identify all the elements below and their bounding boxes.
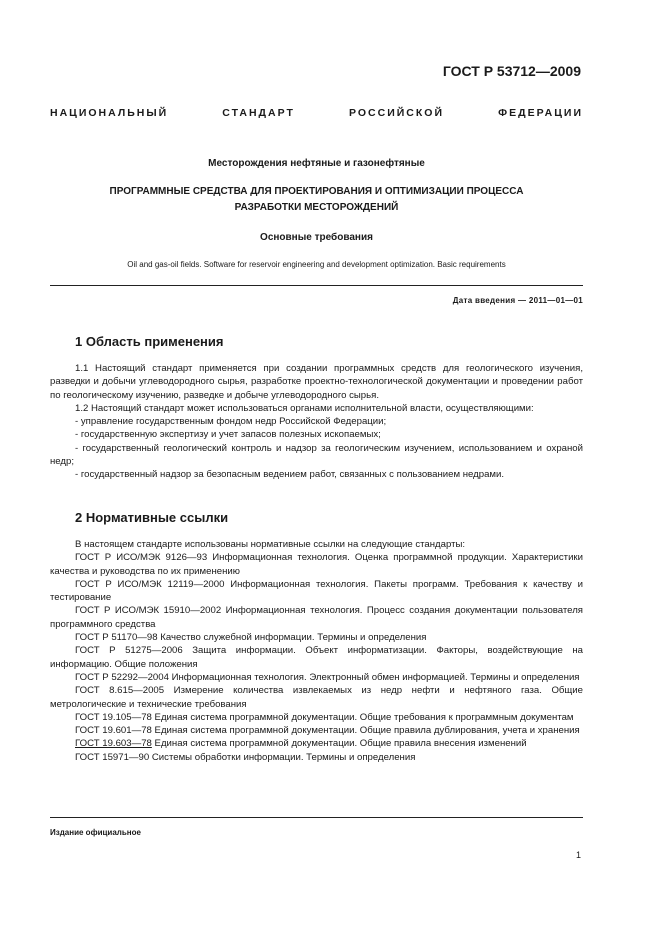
- reference-text: Единая система программной документации. Общие правила дублирования, учета и хранения: [151, 725, 580, 737]
- reference-text: Единая система программной документации. Общие правила внесения изменений: [151, 738, 527, 750]
- paragraph: 1.2 Настоящий стандарт может использоваться органами исполнительной власти, осуществляющими:: [75, 402, 534, 414]
- section-1-heading: 1 Область применения: [75, 334, 224, 349]
- document-title-line: РАЗРАБОТКИ МЕСТОРОЖДЕНИЙ: [234, 202, 399, 213]
- field-title: Месторождения нефтяные и газонефтяные: [208, 158, 425, 169]
- reference-code: ГОСТ 19.603—78: [75, 738, 152, 750]
- paragraph: В настоящем стандарте использованы нормативные ссылки на следующие стандарты:: [75, 539, 466, 550]
- section-1-body: [50, 362, 583, 482]
- reference-item: [50, 631, 583, 644]
- document-title-line: ПРОГРАММНЫЕ СРЕДСТВА ДЛЯ ПРОЕКТИРОВАНИЯ И ОПТИМИЗАЦИИ ПРОЦЕССА: [109, 186, 524, 197]
- reference-item: [50, 671, 583, 684]
- reference-text: Информационная технология. Пакеты программ. Требования к качеству и тестирование: [50, 578, 583, 604]
- reference-text: Измерение количества извлекаемых из недр нефти и нефтяного газа. Общие метрологические и технические требования: [50, 685, 583, 710]
- divider-line: [50, 817, 583, 818]
- section-2-heading: 2 Нормативные ссылки: [75, 510, 229, 525]
- reference-item: [50, 684, 583, 711]
- reference-text: Единая система программной документации. Общие требования к программным документам: [151, 711, 574, 723]
- requirements-subtitle: Основные требования: [260, 232, 373, 243]
- official-edition-label: Издание официальное: [50, 828, 141, 837]
- reference-code: ГОСТ Р ИСО/МЭК 15910—2002: [75, 605, 222, 617]
- reference-text: Защита информации. Объект информатизации. Факторы, воздействующие на информацию. Общие положения: [50, 645, 583, 670]
- reference-code: ГОСТ Р 51275—2006: [75, 645, 183, 657]
- reference-code: ГОСТ 15971—90: [75, 751, 150, 763]
- national-standard-heading: НАЦИОНАЛЬНЫЙ СТАНДАРТ РОССИЙСКОЙ ФЕДЕРАЦИИ: [50, 107, 583, 119]
- reference-item: [50, 644, 583, 671]
- reference-item: [50, 578, 583, 605]
- reference-item: [50, 604, 583, 631]
- reference-text: Информационная технология. Процесс создания документации пользователя программного средства: [50, 605, 583, 630]
- list-item: - государственный геологический контроль и надзор за геологическим изучением, использованием и охраной недр;: [50, 442, 583, 468]
- reference-text: Информационная технология. Электронный обмен информацией. Термины и определения: [168, 671, 580, 683]
- introduction-date: Дата введения — 2011—01—01: [452, 296, 583, 305]
- reference-text: Информационная технология. Оценка программной продукции. Характеристики качества и руководства по их применению: [50, 552, 583, 577]
- paragraph: 1.1 Настоящий стандарт применяется при создании программных средств для геологического изучения, разведки и добычи углеводородного сырья, разработке проектно-технологической документации и проведении работ по геологическому изучению, разведке и добыче углеводородного сырья.: [50, 363, 583, 401]
- reference-item: [50, 751, 583, 764]
- gost-code: ГОСТ Р 53712—2009: [442, 63, 581, 79]
- reference-item: [50, 711, 583, 724]
- reference-code: ГОСТ Р 51170—98: [75, 632, 158, 644]
- reference-code: ГОСТ 8.615—2005: [75, 685, 165, 697]
- reference-text: Качество служебной информации. Термины и определения: [157, 632, 427, 644]
- reference-code: ГОСТ Р ИСО/МЭК 12119—2000: [75, 578, 225, 590]
- page-number: 1: [575, 850, 581, 860]
- reference-item: [50, 737, 583, 750]
- section-2-body: [50, 538, 583, 764]
- divider-line: [50, 285, 583, 286]
- reference-text: Системы обработки информации. Термины и определения: [149, 751, 416, 763]
- list-item: - управление государственным фондом недр Российской Федерации;: [75, 416, 387, 428]
- reference-code: ГОСТ Р 52292—2004: [75, 671, 169, 683]
- reference-item: [50, 551, 583, 578]
- reference-item: [50, 724, 583, 737]
- reference-code: ГОСТ 19.105—78: [75, 711, 152, 723]
- reference-code: ГОСТ 19.601—78: [75, 725, 152, 737]
- document-title: [50, 184, 583, 216]
- reference-code: ГОСТ Р ИСО/МЭК 9126—93: [75, 552, 208, 564]
- list-item: - государственный надзор за безопасным ведением работ, связанных с пользованием недрами.: [75, 469, 505, 481]
- list-item: - государственную экспертизу и учет запасов полезных ископаемых;: [75, 429, 381, 441]
- english-title: Oil and gas-oil fields. Software for reservoir engineering and development optimization. Basic requirements: [127, 260, 506, 269]
